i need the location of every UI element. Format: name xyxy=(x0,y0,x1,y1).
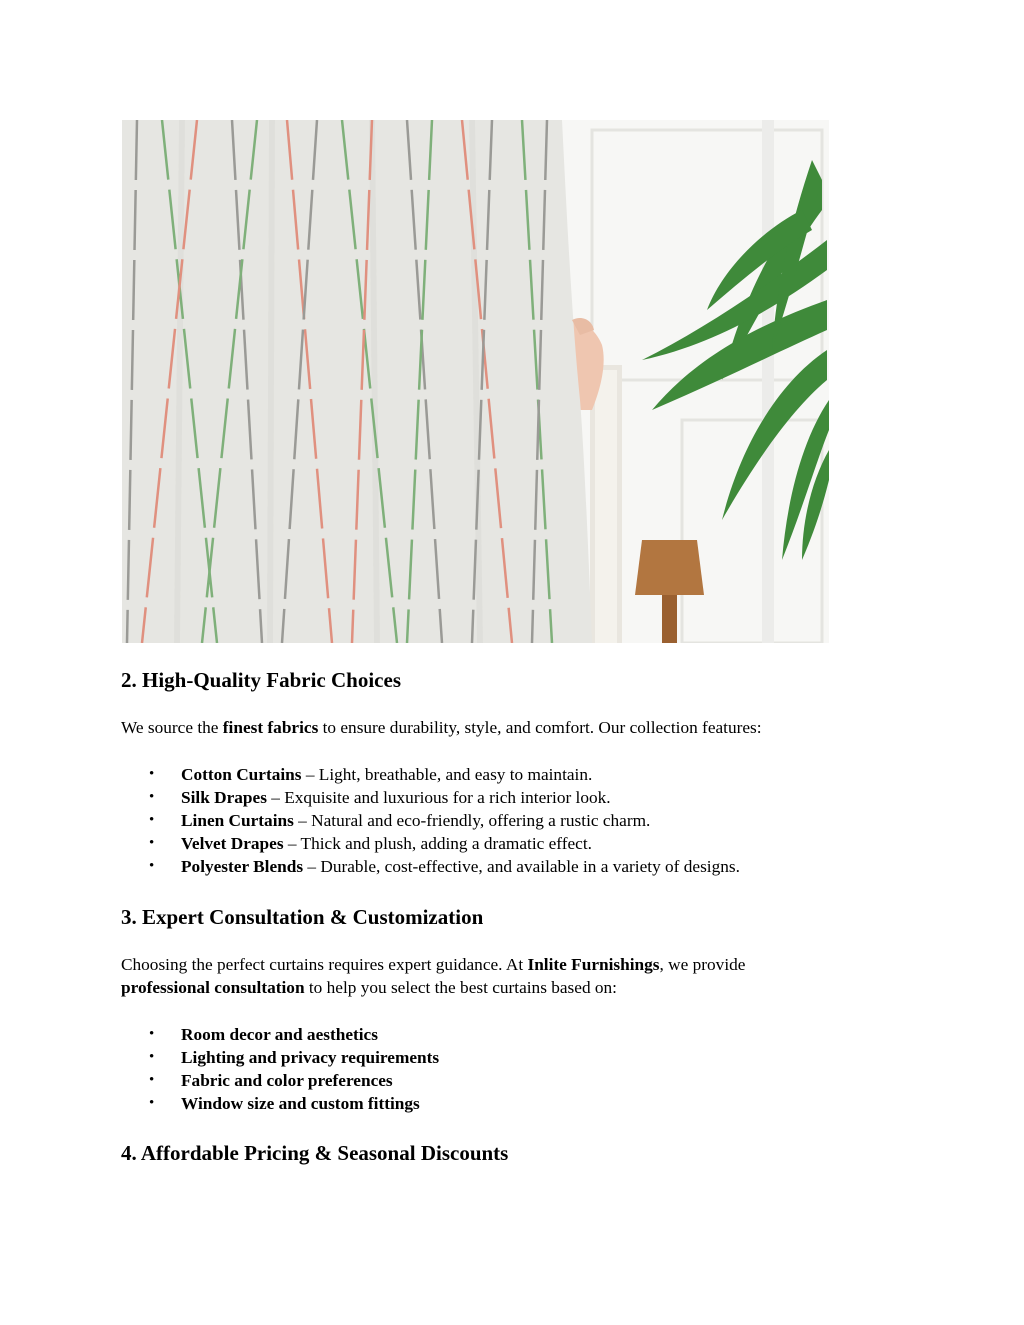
fabric-list xyxy=(121,763,921,879)
section-title-pricing: 4. Affordable Pricing & Seasonal Discounts xyxy=(121,1141,509,1166)
list-item: • Window size and custom fittings xyxy=(181,1092,921,1115)
curtain-photo-icon xyxy=(122,120,829,643)
curtain-photo xyxy=(122,120,829,643)
list-item: • Polyester Blends – Durable, cost-effective, and available in a variety of designs. xyxy=(181,855,921,878)
list-item: • Fabric and color preferences xyxy=(181,1069,921,1092)
consultation-intro: Choosing the perfect curtains requires expert guidance. At Inlite Furnishings, we provide professional consultation to help you select the best curtains based on: xyxy=(121,954,746,998)
consultation-list xyxy=(121,1023,921,1116)
section-title-consultation: 3. Expert Consultation & Customization xyxy=(121,904,484,929)
article-content xyxy=(121,664,921,1169)
section-title-fabric: 2. High-Quality Fabric Choices xyxy=(121,668,401,692)
list-item: • Silk Drapes – Exquisite and luxurious for a rich interior look. xyxy=(181,786,921,809)
fabric-intro: We source the finest fabrics to ensure durability, style, and comfort. Our collection features: xyxy=(121,718,762,737)
list-item: • Linen Curtains – Natural and eco-friendly, offering a rustic charm. xyxy=(181,809,921,832)
list-item: • Cotton Curtains – Light, breathable, and easy to maintain. xyxy=(181,763,921,786)
list-item: • Room decor and aesthetics xyxy=(181,1023,921,1046)
list-item: • Velvet Drapes – Thick and plush, adding a dramatic effect. xyxy=(181,832,921,855)
list-item: • Lighting and privacy requirements xyxy=(181,1046,921,1069)
